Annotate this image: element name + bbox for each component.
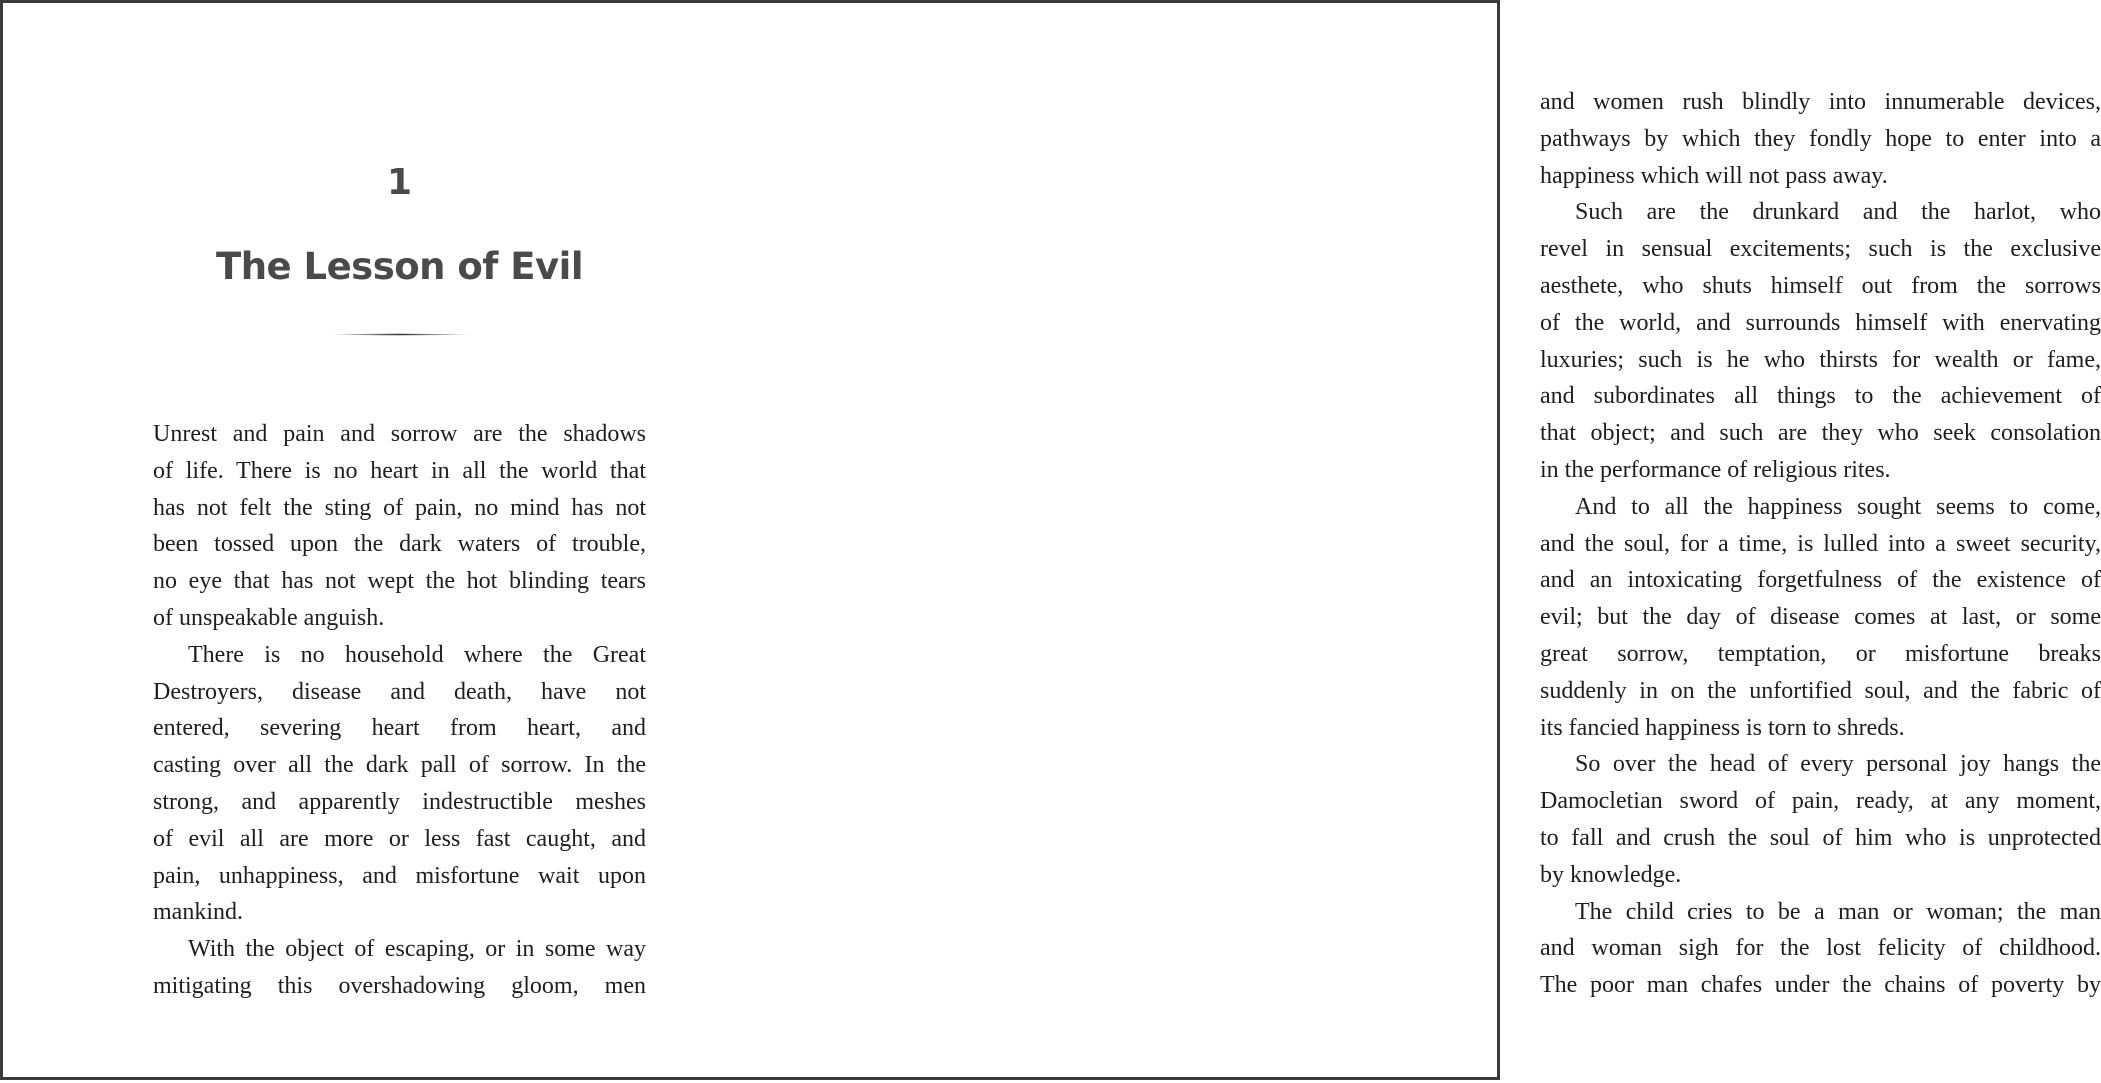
- text-line: mitigating this overshadowing gloom, men: [153, 972, 646, 999]
- text-line: of life. There is no heart in all the world that: [153, 457, 646, 484]
- chapter-ornament-rule: [328, 333, 473, 336]
- text-line: Damocletian sword of pain, ready, at any moment,: [1540, 788, 2101, 815]
- text-line: pathways by which they fondly hope to enter into a: [1540, 125, 2101, 152]
- text-line: and the soul, for a time, is lulled into a sweet security,: [1540, 530, 2101, 557]
- text-line: of evil all are more or less fast caught, and: [153, 825, 646, 852]
- right-page-body-text: [1540, 84, 2101, 1004]
- text-line: luxuries; such is he who thirsts for wealth or fame,: [1540, 346, 2101, 373]
- text-line: great sorrow, temptation, or misfortune breaks: [1540, 640, 2101, 667]
- left-page: [3, 3, 753, 1083]
- right-page: [753, 3, 2101, 1083]
- text-line: casting over all the dark pall of sorrow. In the: [153, 752, 646, 779]
- text-line: And to all the happiness sought seems to come,: [1575, 493, 2101, 520]
- text-line: aesthete, who shuts himself out from the sorrows: [1540, 272, 2101, 299]
- text-line: Destroyers, disease and death, have not: [153, 678, 646, 705]
- text-line: has not felt the sting of pain, no mind has not: [153, 494, 646, 521]
- text-line: and subordinates all things to the achievement of: [1540, 383, 2101, 410]
- text-line: its fancied happiness is torn to shreds.: [1540, 714, 1905, 741]
- text-line: There is no household where the Great: [188, 641, 646, 668]
- text-line: evil; but the day of disease comes at last, or some: [1540, 604, 2101, 631]
- text-line: and an intoxicating forgetfulness of the existence of: [1540, 567, 2101, 594]
- text-line: mankind.: [153, 899, 243, 926]
- chapter-number: 1: [386, 162, 413, 203]
- text-line: The child cries to be a man or woman; the man: [1575, 898, 2101, 925]
- text-line: to fall and crush the soul of him who is unprotected: [1540, 824, 2101, 851]
- text-line: in the performance of religious rites.: [1540, 456, 1891, 483]
- text-line: that object; and such are they who seek consolation: [1540, 420, 2101, 447]
- left-page-body-text: [153, 416, 646, 1005]
- text-line: and woman sigh for the lost felicity of childhood.: [1540, 935, 2101, 962]
- text-line: happiness which will not pass away.: [1540, 162, 1888, 189]
- text-line: of unspeakable anguish.: [153, 604, 385, 631]
- text-line: With the object of escaping, or in some way: [188, 936, 646, 963]
- text-line: pain, unhappiness, and misfortune wait upon: [153, 862, 646, 889]
- text-line: revel in sensual excitements; such is the exclusive: [1540, 236, 2101, 263]
- text-line: strong, and apparently indestructible meshes: [153, 788, 646, 815]
- text-line: been tossed upon the dark waters of trouble,: [153, 531, 646, 558]
- text-line: Unrest and pain and sorrow are the shadows: [153, 421, 646, 447]
- text-line: of the world, and surrounds himself with enervating: [1540, 309, 2101, 336]
- text-line: entered, severing heart from heart, and: [153, 715, 646, 742]
- text-line: by knowledge.: [1540, 861, 1682, 888]
- text-line: The poor man chafes under the chains of poverty by: [1540, 972, 2101, 999]
- text-line: suddenly in on the unfortified soul, and the fabric of: [1540, 677, 2101, 704]
- chapter-title: The Lesson of Evil: [215, 245, 584, 288]
- text-line: So over the head of every personal joy hangs the: [1575, 751, 2101, 778]
- text-line: no eye that has not wept the hot blinding tears: [153, 568, 646, 595]
- text-line: Such are the drunkard and the harlot, who: [1575, 199, 2101, 226]
- text-line: and women rush blindly into innumerable devices,: [1540, 89, 2101, 115]
